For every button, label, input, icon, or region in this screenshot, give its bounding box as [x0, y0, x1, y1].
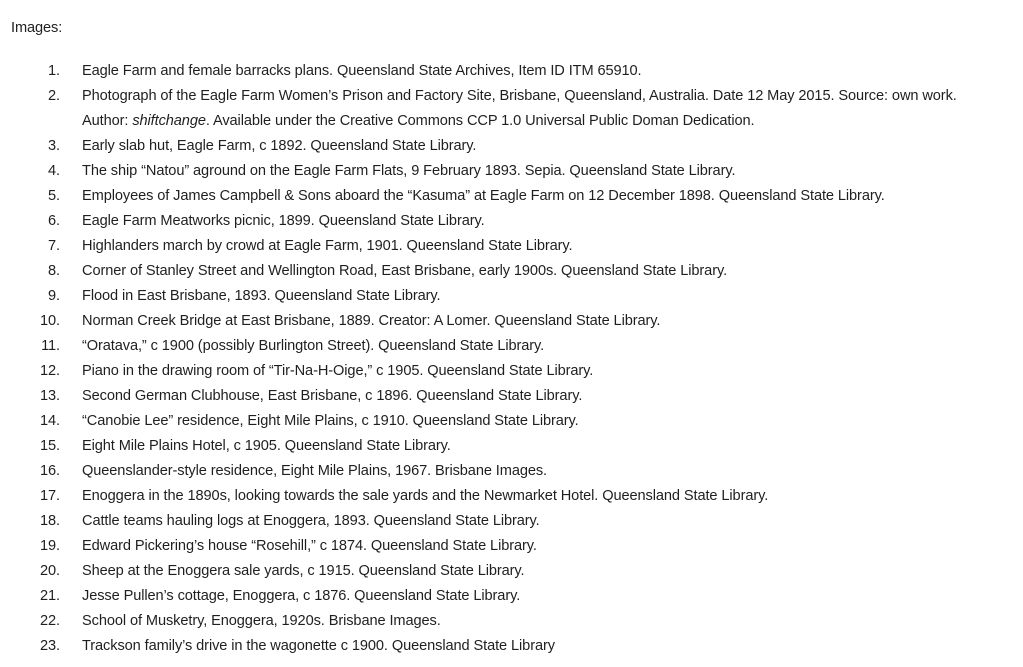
item-number: 20. [40, 563, 60, 579]
item-text: “Canobie Lee” residence, Eight Mile Plains, c 1910. Queensland State Library. [82, 413, 579, 429]
list-item [0, 559, 1023, 584]
item-number: 21. [40, 588, 60, 604]
item-number: 14. [40, 413, 60, 429]
item-number: 10. [40, 313, 60, 329]
item-text: Enoggera in the 1890s, looking towards the sale yards and the Newmarket Hotel. Queensland State Library. [82, 488, 769, 504]
list-item [0, 334, 1023, 359]
item-text: Edward Pickering’s house “Rosehill,” c 1874. Queensland State Library. [82, 538, 537, 554]
item-number: 8. [48, 263, 60, 279]
item-text: Corner of Stanley Street and Wellington Road, East Brisbane, early 1900s. Queensland State Library. [82, 263, 728, 279]
list-item [0, 59, 1023, 84]
item-number: 12. [40, 363, 60, 379]
author-name: shiftchange [132, 113, 206, 129]
item-text: Eight Mile Plains Hotel, c 1905. Queensland State Library. [82, 438, 451, 454]
item-text: Highlanders march by crowd at Eagle Farm, 1901. Queensland State Library. [82, 238, 573, 254]
item-text: Cattle teams hauling logs at Enoggera, 1893. Queensland State Library. [82, 513, 540, 529]
item-text: Second German Clubhouse, East Brisbane, c 1896. Queensland State Library. [82, 388, 583, 404]
item-number: 23. [40, 638, 60, 654]
item-text: Flood in East Brisbane, 1893. Queensland State Library. [82, 288, 441, 304]
list-item [0, 434, 1023, 459]
item-text: Jesse Pullen’s cottage, Enoggera, c 1876. Queensland State Library. [82, 588, 521, 604]
item-number: 5. [48, 188, 60, 204]
list-item [0, 309, 1023, 334]
item-number: 19. [40, 538, 60, 554]
item-number: 11. [41, 338, 60, 354]
item-number: 15. [40, 438, 60, 454]
item-number: 13. [40, 388, 60, 404]
item-text: Trackson family’s drive in the wagonette c 1900. Queensland State Library [82, 638, 555, 654]
list-item [0, 609, 1023, 634]
list-item [0, 359, 1023, 384]
item-text: Eagle Farm and female barracks plans. Queensland State Archives, Item ID ITM 65910. [82, 63, 642, 79]
list-item [0, 184, 1023, 209]
item-number: 22. [40, 613, 60, 629]
item-text-part: . Available under the Creative Commons CCP 1.0 Universal Public Doman Dedication. [205, 113, 755, 129]
item-text: Employees of James Campbell & Sons aboard the “Kasuma” at Eagle Farm on 12 December 1898. Queensland State Library. [82, 188, 885, 204]
item-number: 2. [48, 88, 60, 104]
item-number: 3. [48, 138, 60, 154]
item-number: 4. [48, 163, 60, 179]
list-item [0, 484, 1023, 509]
item-text-part: Photograph of the Eagle Farm Women’s Prison and Factory Site, Brisbane, Queensland, Australia. Date 12 May 2015. Source: own work. Author: [82, 88, 957, 129]
item-number: 1. [48, 63, 60, 79]
list-item [0, 634, 1023, 659]
list-item [0, 584, 1023, 609]
item-number: 16. [40, 463, 60, 479]
list-item [0, 384, 1023, 409]
item-text: Early slab hut, Eagle Farm, c 1892. Queensland State Library. [82, 138, 477, 154]
item-text: The ship “Natou” aground on the Eagle Farm Flats, 9 February 1893. Sepia. Queensland State Library. [82, 163, 736, 179]
item-text: Norman Creek Bridge at East Brisbane, 1889. Creator: A Lomer. Queensland State Library. [82, 313, 661, 329]
list-item [0, 209, 1023, 234]
list-item [0, 534, 1023, 559]
item-text: School of Musketry, Enoggera, 1920s. Brisbane Images. [82, 613, 441, 629]
item-text [82, 88, 957, 129]
item-text: Queenslander-style residence, Eight Mile Plains, 1967. Brisbane Images. [82, 463, 548, 479]
list-item [0, 159, 1023, 184]
list-item [0, 84, 1023, 134]
item-text: Eagle Farm Meatworks picnic, 1899. Queensland State Library. [82, 213, 485, 229]
list-item [0, 259, 1023, 284]
image-credits-list [0, 59, 1023, 659]
section-heading: Images: [11, 20, 63, 36]
list-item [0, 409, 1023, 434]
list-item [0, 284, 1023, 309]
list-item [0, 234, 1023, 259]
list-item [0, 459, 1023, 484]
item-number: 6. [48, 213, 60, 229]
item-text: “Oratava,” c 1900 (possibly Burlington Street). Queensland State Library. [82, 338, 545, 354]
item-number: 9. [48, 288, 60, 304]
item-number: 7. [48, 238, 60, 254]
item-text: Piano in the drawing room of “Tir-Na-H-Oige,” c 1905. Queensland State Library. [82, 363, 594, 379]
item-number: 18. [40, 513, 60, 529]
item-text: Sheep at the Enoggera sale yards, c 1915. Queensland State Library. [82, 563, 525, 579]
list-item [0, 134, 1023, 159]
list-item [0, 509, 1023, 534]
item-number: 17. [40, 488, 60, 504]
